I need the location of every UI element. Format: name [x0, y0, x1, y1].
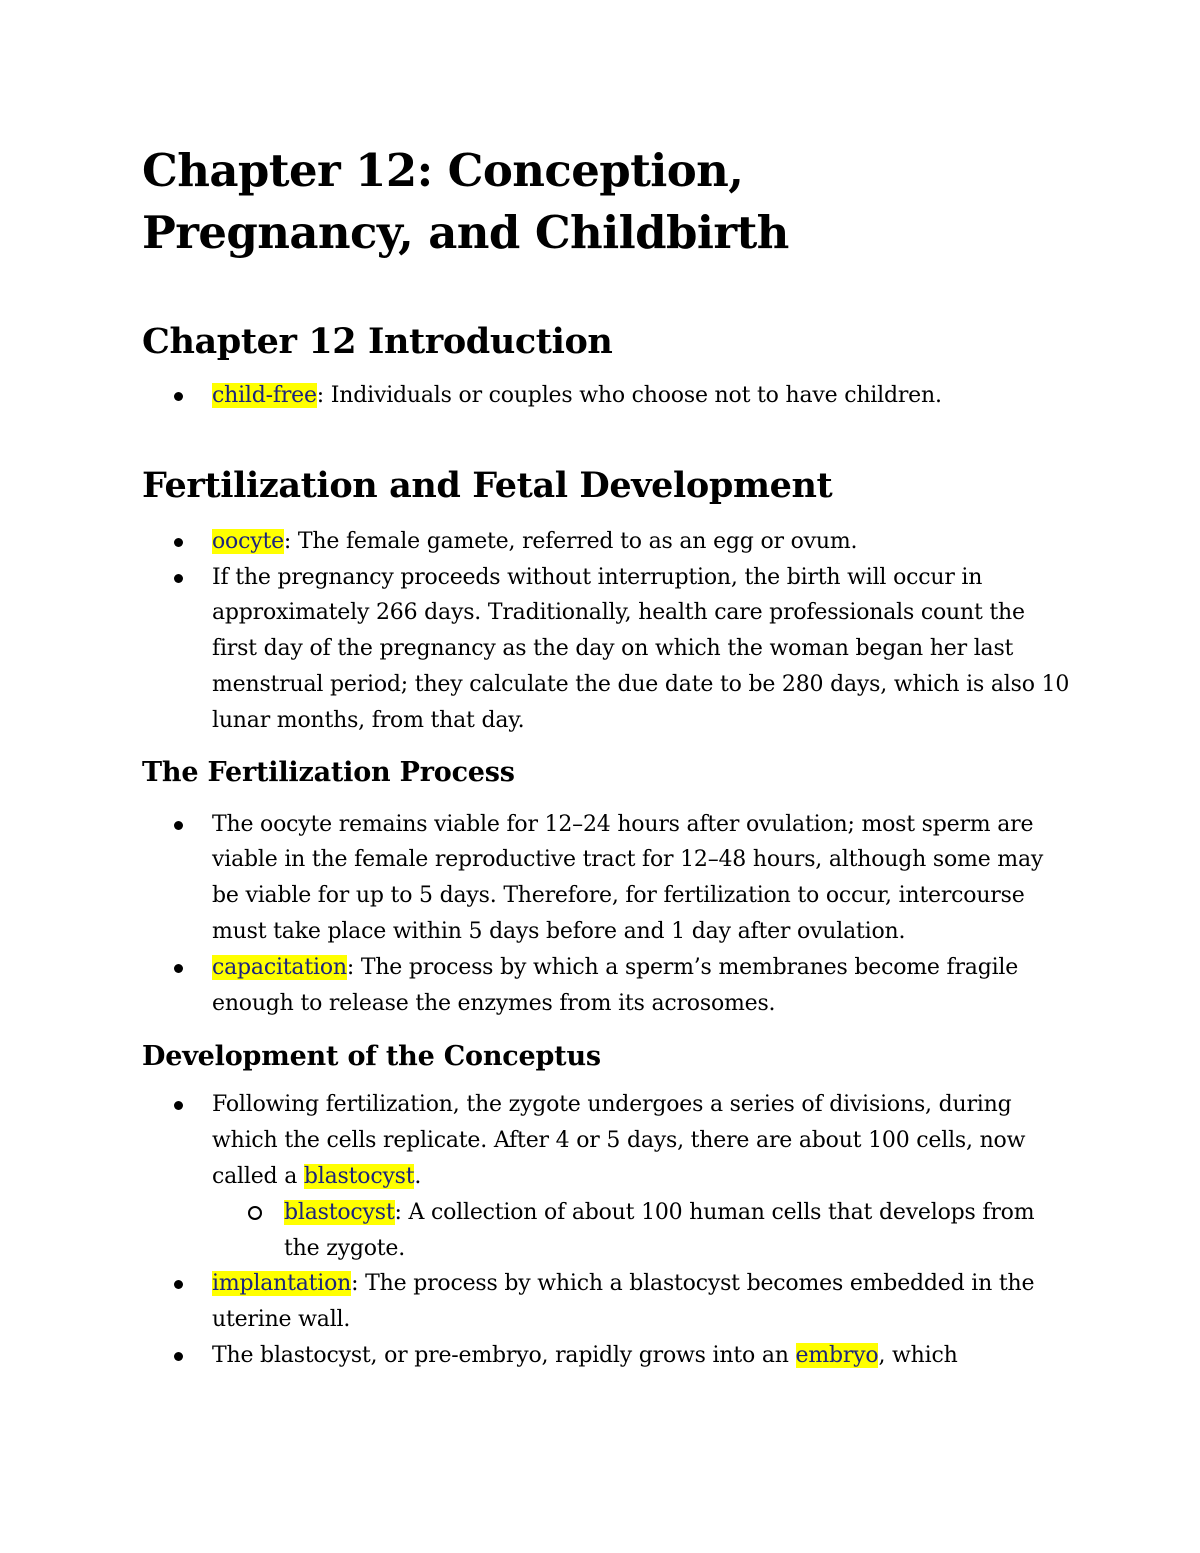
highlighted-term: implantation: [212, 1271, 352, 1297]
paragraph-text-end: , which: [878, 1342, 958, 1368]
paragraph-text: Following fertilization, the zygote undergoes a series of divisions, during which the cells replicate. After 4 or 5 days, there are about 100 cells, now called a: [212, 1092, 1026, 1189]
introduction-list: [142, 378, 1072, 414]
subsection-heading-fertilization-process: The Fertilization Process: [142, 756, 515, 788]
chapter-title-line-2: Pregnancy, and Childbirth: [142, 206, 789, 259]
list-item: [142, 1266, 1072, 1338]
bullet-icon: [174, 392, 183, 401]
bullet-icon: [174, 538, 183, 547]
paragraph-text: The oocyte remains viable for 12–24 hours after ovulation; most sperm are viable in the female reproductive tract for 12–48 hours, although some may be viable for up to 5 days. Therefore, for fertilization to occur, intercourse must take place within 5 days before and 1 day after ovulation.: [212, 811, 1044, 944]
list-item: [142, 524, 1072, 560]
document-body: [142, 140, 1072, 1374]
list-item: [142, 950, 1072, 1022]
highlighted-term: capacitation: [212, 954, 347, 980]
subsection-heading-conceptus: Development of the Conceptus: [142, 1041, 601, 1073]
highlighted-term: blastocyst: [284, 1199, 395, 1225]
definition-text: : A collection of about 100 human cells that develops from the zygote.: [284, 1199, 1035, 1261]
highlighted-term: embryo: [795, 1342, 879, 1368]
bullet-icon: [174, 1352, 183, 1361]
paragraph-text: If the pregnancy proceeds without interruption, the birth will occur in approximately 266 days. Traditionally, health care professionals count the first day of the pregnancy as the day on which the woman began her last menstrual period; they calculate the due date to be 280 days, which is also 10 lunar months, from that day.: [212, 564, 1070, 733]
list-item: [142, 1338, 1072, 1374]
highlighted-term: child-free: [212, 383, 317, 408]
chapter-title: [142, 140, 1072, 264]
definition-text: : Individuals or couples who choose not to have children.: [316, 383, 942, 408]
definition-text: : The female gamete, referred to as an egg or ovum.: [283, 528, 858, 554]
bullet-icon: [174, 964, 183, 973]
highlighted-term: blastocyst: [303, 1163, 415, 1189]
highlighted-term: oocyte: [212, 528, 284, 554]
list-item: [142, 560, 1072, 739]
definition-text: : The process by which a blastocyst becomes embedded in the uterine wall.: [212, 1271, 1035, 1333]
bullet-icon: [174, 821, 183, 830]
chapter-title-line-1: Chapter 12: Conception,: [142, 144, 744, 197]
fertilization-process-list: [142, 807, 1072, 1022]
paragraph-text-end: .: [414, 1163, 422, 1189]
bullet-icon: [174, 574, 183, 583]
fertilization-list: [142, 524, 1072, 739]
list-item: [142, 1087, 1072, 1266]
sub-list-item: [212, 1195, 1072, 1267]
paragraph-text: The blastocyst, or pre-embryo, rapidly grows into an: [212, 1342, 796, 1368]
section-heading-introduction: Chapter 12 Introduction: [142, 321, 613, 362]
sub-list: [212, 1195, 1072, 1267]
conceptus-list: [142, 1087, 1072, 1373]
bullet-icon: [174, 1101, 183, 1110]
definition-text: : The process by which a sperm’s membranes become fragile enough to release the enzymes from its acrosomes.: [212, 954, 1019, 1016]
list-item: [142, 378, 1072, 414]
bullet-icon: [174, 1280, 183, 1289]
list-item: [142, 807, 1072, 950]
section-heading-fertilization: Fertilization and Fetal Development: [142, 464, 833, 506]
hollow-bullet-icon: [248, 1206, 262, 1220]
